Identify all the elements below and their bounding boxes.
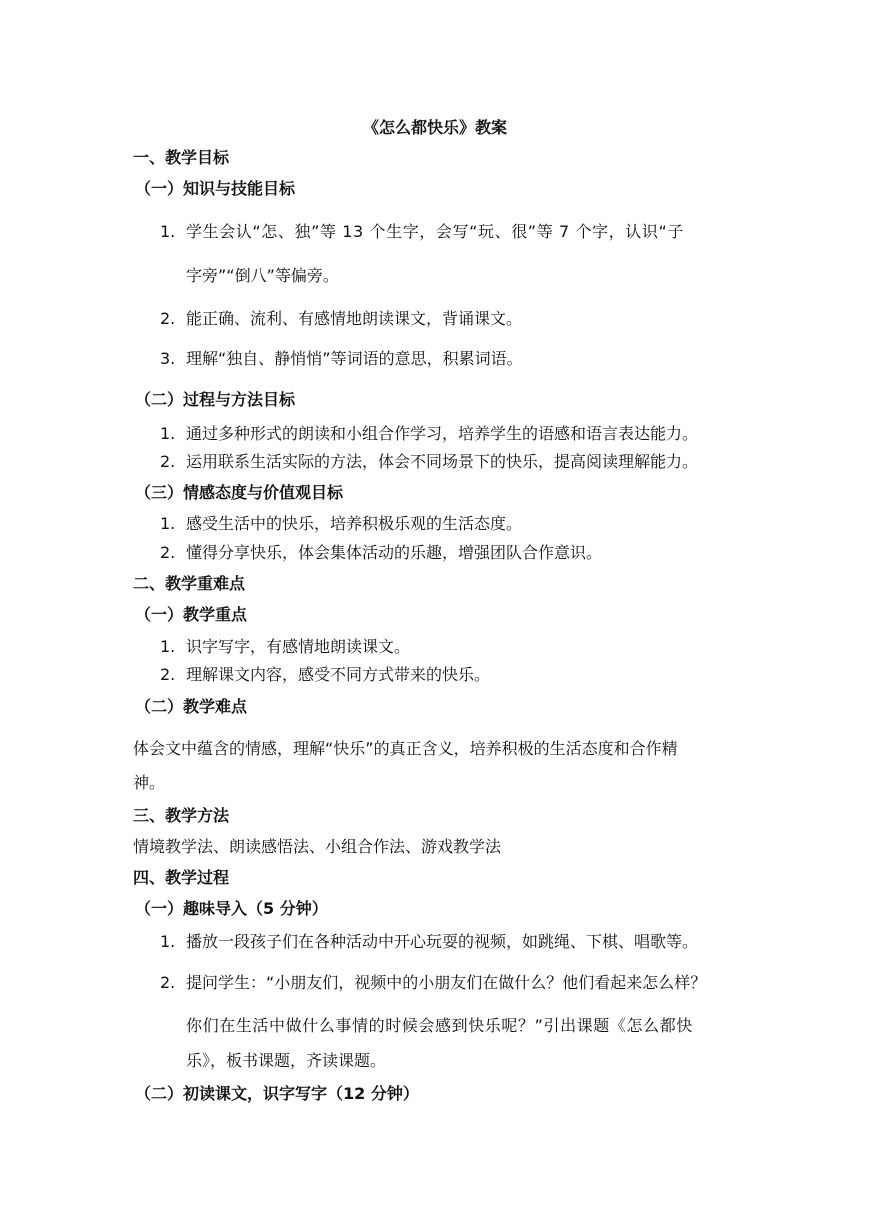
list-item: 学生会认“怎、独”等 13 个生字，会写“玩、很”等 7 个字，认识“子	[186, 222, 684, 241]
subsection-heading: （一）知识与技能目标	[135, 179, 296, 198]
paragraph: 体会文中蕴含的情感，理解“快乐”的真正含义，培养积极的生活态度和合作精	[133, 739, 678, 758]
subsection-heading: （二）教学难点	[135, 697, 248, 716]
subsection-heading: （三）情感态度与价值观目标	[135, 483, 344, 502]
list-number: 2.	[160, 452, 176, 471]
list-number: 2.	[160, 973, 176, 992]
list-number: 1.	[160, 637, 176, 656]
subsection-heading: （一）教学重点	[135, 605, 248, 624]
list-item-continuation: 你们在生活中做什么事情的时候会感到快乐呢？”引出课题《怎么都快	[186, 1016, 693, 1035]
list-number: 3.	[160, 349, 176, 368]
subsection-heading: （二）过程与方法目标	[135, 390, 296, 409]
list-number: 2.	[160, 309, 176, 328]
list-number: 1.	[160, 932, 176, 951]
section-heading: 二、教学重难点	[133, 574, 246, 593]
list-item: 提问学生：“小朋友们，视频中的小朋友们在做什么？他们看起来怎么样？	[186, 973, 707, 992]
subsection-heading: （二）初读课文，识字写字（12 分钟）	[135, 1084, 419, 1103]
list-item: 播放一段孩子们在各种活动中开心玩耍的视频，如跳绳、下棋、唱歌等。	[186, 932, 699, 951]
list-item: 通过多种形式的朗读和小组合作学习，培养学生的语感和语言表达能力。	[186, 424, 699, 443]
list-item: 识字写字，有感情地朗读课文。	[186, 637, 411, 656]
list-item: 能正确、流利、有感情地朗读课文，背诵课文。	[186, 309, 523, 328]
section-heading: 四、教学过程	[133, 868, 230, 887]
list-item-continuation: 字旁”“倒八”等偏旁。	[186, 266, 339, 285]
list-number: 1.	[160, 514, 176, 533]
section-heading: 三、教学方法	[133, 806, 230, 825]
list-item: 懂得分享快乐，体会集体活动的乐趣，增强团队合作意识。	[186, 543, 603, 562]
list-item: 理解课文内容，感受不同方式带来的快乐。	[186, 665, 491, 684]
subsection-heading: （一）趣味导入（5 分钟）	[135, 899, 328, 918]
list-number: 1.	[160, 222, 176, 241]
paragraph: 情境教学法、朗读感悟法、小组合作法、游戏教学法	[133, 837, 502, 856]
list-item: 运用联系生活实际的方法，体会不同场景下的快乐，提高阅读理解能力。	[186, 452, 699, 471]
list-item: 理解“独自、静悄悄”等词语的意思，积累词语。	[186, 349, 523, 368]
list-number: 2.	[160, 543, 176, 562]
paragraph-continuation: 神。	[133, 773, 166, 792]
list-number: 2.	[160, 665, 176, 684]
list-item-continuation: 乐》，板书课题，齐读课题。	[186, 1051, 387, 1070]
list-number: 1.	[160, 424, 176, 443]
list-item: 感受生活中的快乐，培养积极乐观的生活态度。	[186, 514, 523, 533]
section-heading: 一、教学目标	[133, 148, 230, 167]
document-title: 《怎么都快乐》教案	[362, 118, 507, 137]
